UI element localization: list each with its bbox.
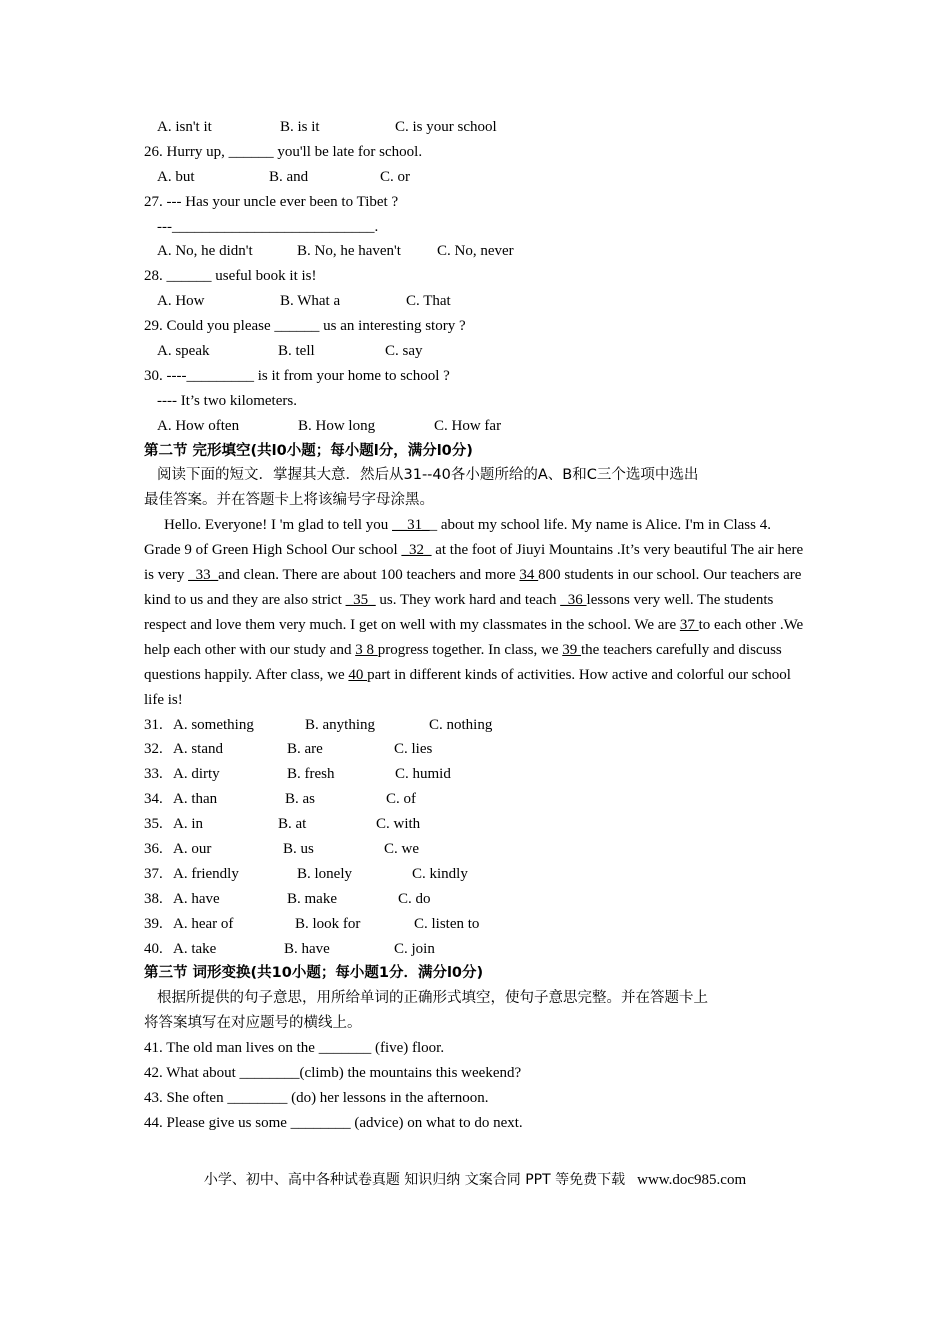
- blank-36: _36: [560, 591, 587, 608]
- option-a: A. our: [173, 840, 212, 857]
- q27-answer-line: ---___________________________.: [157, 218, 379, 235]
- q30-stem: 30. ----_________ is it from your home to school ?: [144, 367, 450, 384]
- section2-instruction-line1: 阅读下面的短文．掌握其大意．然后从31--40各小题所给的A、B和C三个选项中选出: [157, 467, 699, 484]
- blank-32: _32_: [401, 542, 432, 559]
- option-c: C. kindly: [412, 865, 468, 882]
- option-b: B. as: [285, 791, 315, 808]
- page-footer: [0, 1168, 950, 1192]
- option-a: A. take: [173, 940, 217, 957]
- question-number: 32.: [144, 741, 163, 758]
- q25-option-c: C. is your school: [395, 119, 497, 135]
- q30-option-b: B. How long: [298, 417, 376, 434]
- q29-option-c: C. say: [385, 343, 423, 360]
- passage-text: part in different kinds of activities. How active and colorful our school life is!: [144, 666, 791, 708]
- blank-34: 34: [519, 567, 539, 584]
- word-form-question: 44. Please give us some ________ (advice) on what to do next.: [144, 1114, 523, 1131]
- q30-answer-line: ---- It’s two kilometers.: [157, 392, 297, 409]
- cloze-option-row: [144, 912, 809, 937]
- cloze-option-row: [144, 737, 809, 762]
- question-number: 38.: [144, 890, 163, 907]
- cloze-option-row: [144, 713, 809, 738]
- q30-option-a: A. How often: [157, 417, 240, 434]
- question-number: 33.: [144, 766, 163, 783]
- option-c: C. with: [376, 816, 421, 833]
- question-number: 39.: [144, 915, 163, 932]
- q27-option-c: C. No, never: [437, 243, 514, 260]
- option-a: A. have: [173, 890, 220, 907]
- option-b: B. look for: [295, 915, 361, 932]
- blank-40: 40: [348, 666, 368, 683]
- option-c: C. we: [384, 840, 419, 857]
- q28-option-b: B. What a: [280, 293, 341, 310]
- cloze-option-row: [144, 787, 809, 812]
- blank-37: 37: [679, 616, 699, 633]
- option-c: C. join: [394, 940, 435, 957]
- cloze-option-row: [144, 837, 809, 862]
- q27-option-b: B. No, he haven't: [297, 243, 401, 260]
- word-form-question: 42. What about ________(climb) the mountains this weekend?: [144, 1064, 522, 1081]
- option-c: C. of: [386, 791, 416, 808]
- passage-text: us. They work hard and teach: [375, 591, 561, 608]
- question-number: 36.: [144, 840, 163, 857]
- q28-options: [144, 289, 809, 314]
- cloze-option-row: [144, 887, 809, 912]
- question-number: 31.: [144, 716, 163, 733]
- q27-stem: 27. --- Has your uncle ever been to Tibet ?: [144, 193, 399, 210]
- q25-option-b: B. is it: [280, 119, 320, 135]
- section3-instruction-line1: 根据所提供的句子意思，用所给单词的正确形式填空，使句子意思完整。并在答题卡上: [157, 990, 708, 1007]
- blank-39: 39: [562, 641, 581, 658]
- option-c: C. nothing: [429, 716, 493, 733]
- q30-option-c: C. How far: [434, 417, 502, 434]
- q26-option-c: C. or: [380, 168, 410, 185]
- section2-heading: 第二节 完形填空(共l0小题；每小题l分，满分l0分): [144, 442, 473, 459]
- q29-option-a: A. speak: [157, 343, 210, 360]
- option-b: B. us: [283, 840, 314, 857]
- question-number: 35.: [144, 816, 163, 833]
- passage-text: at the foot of Jiuyi Mountains .It’s very beautiful The air here is very: [144, 542, 804, 584]
- option-c: C. do: [398, 890, 431, 907]
- question-number: 34.: [144, 791, 163, 808]
- option-a: A. something: [173, 716, 254, 733]
- option-a: A. in: [173, 816, 203, 833]
- option-a: A. hear of: [173, 915, 234, 932]
- q29-options: [144, 339, 809, 364]
- passage-text: 800 students in our school. Our teachers are kind to us and they are also strict: [144, 567, 802, 608]
- option-a: A. stand: [173, 741, 223, 758]
- cloze-option-row: [144, 812, 809, 837]
- q25-option-a: A. isn't it: [157, 119, 212, 135]
- passage-text: _ about my school life. My name is Alice. I'm in Class 4. Grade 9 of Green High School Our school: [144, 517, 771, 559]
- passage-text: the teachers carefully and discuss questions happily. After class, we: [144, 641, 782, 683]
- passage-text: Hello. Everyone! I 'm glad to tell you: [164, 517, 393, 534]
- blank-33: _33_: [188, 567, 219, 584]
- blank-31: __31_: [392, 517, 430, 534]
- word-form-question: 43. She often ________ (do) her lessons in the afternoon.: [144, 1089, 489, 1106]
- cloze-option-row: [144, 862, 809, 887]
- option-a: A. dirty: [173, 766, 220, 783]
- passage-text: lessons very well. The students respect and love them very much. I get on well with my classmates in the school. We are: [144, 591, 774, 633]
- footer-url: www.doc985.com: [637, 1172, 747, 1188]
- section3-instruction-line2: 将答案填写在对应题号的横线上。: [144, 1015, 362, 1032]
- q26-stem: 26. Hurry up, ______ you'll be late for school.: [144, 143, 423, 160]
- word-form-question: 41. The old man lives on the _______ (five) floor.: [144, 1040, 445, 1057]
- option-b: B. lonely: [297, 865, 352, 882]
- option-b: B. anything: [305, 716, 375, 733]
- option-a: A. than: [173, 791, 218, 808]
- q29-stem: 29. Could you please ______ us an interesting story ?: [144, 318, 466, 335]
- q26-option-b: B. and: [269, 168, 309, 185]
- option-b: B. at: [278, 816, 307, 833]
- option-a: A. friendly: [173, 865, 239, 882]
- cloze-passage: [144, 513, 809, 712]
- section3-heading: 第三节 词形变换(共10小题；每小题1分．满分l0分): [144, 965, 484, 982]
- section2-instruction-line2: 最佳答案。并在答题卡上将该编号字母涂黑。: [144, 492, 434, 509]
- exam-content: [144, 115, 809, 1136]
- q29-option-b: B. tell: [278, 343, 315, 360]
- option-b: B. fresh: [287, 766, 335, 783]
- q28-stem: 28. ______ useful book it is!: [144, 268, 317, 285]
- option-c: C. humid: [395, 766, 451, 783]
- option-b: B. have: [284, 940, 330, 957]
- q27-options: [144, 239, 809, 264]
- cloze-option-row: [144, 762, 809, 787]
- blank-35: _35_: [345, 591, 376, 608]
- q28-option-a: A. How: [157, 293, 205, 310]
- q28-option-c: C. That: [406, 293, 451, 310]
- option-b: B. make: [287, 890, 337, 907]
- passage-text: progress together. In class, we: [377, 641, 563, 658]
- blank-38: 3 8: [355, 641, 378, 658]
- option-c: C. lies: [394, 741, 433, 758]
- q30-options: [144, 414, 809, 439]
- question-number: 37.: [144, 865, 163, 882]
- q27-option-a: A. No, he didn't: [157, 243, 253, 260]
- option-c: C. listen to: [414, 915, 480, 932]
- q26-options: [144, 165, 809, 190]
- footer-text: 小学、初中、高中各种试卷真题 知识归纳 文案合同 PPT 等免费下载: [203, 1172, 626, 1188]
- passage-text: and clean. There are about 100 teachers and more: [218, 567, 520, 584]
- q26-option-a: A. but: [157, 168, 195, 185]
- cloze-option-row: [144, 937, 809, 962]
- option-b: B. are: [287, 741, 323, 758]
- question-number: 40.: [144, 940, 163, 957]
- passage-text: to each other .We help each other with our study and: [144, 616, 804, 658]
- q25-options: [144, 115, 809, 140]
